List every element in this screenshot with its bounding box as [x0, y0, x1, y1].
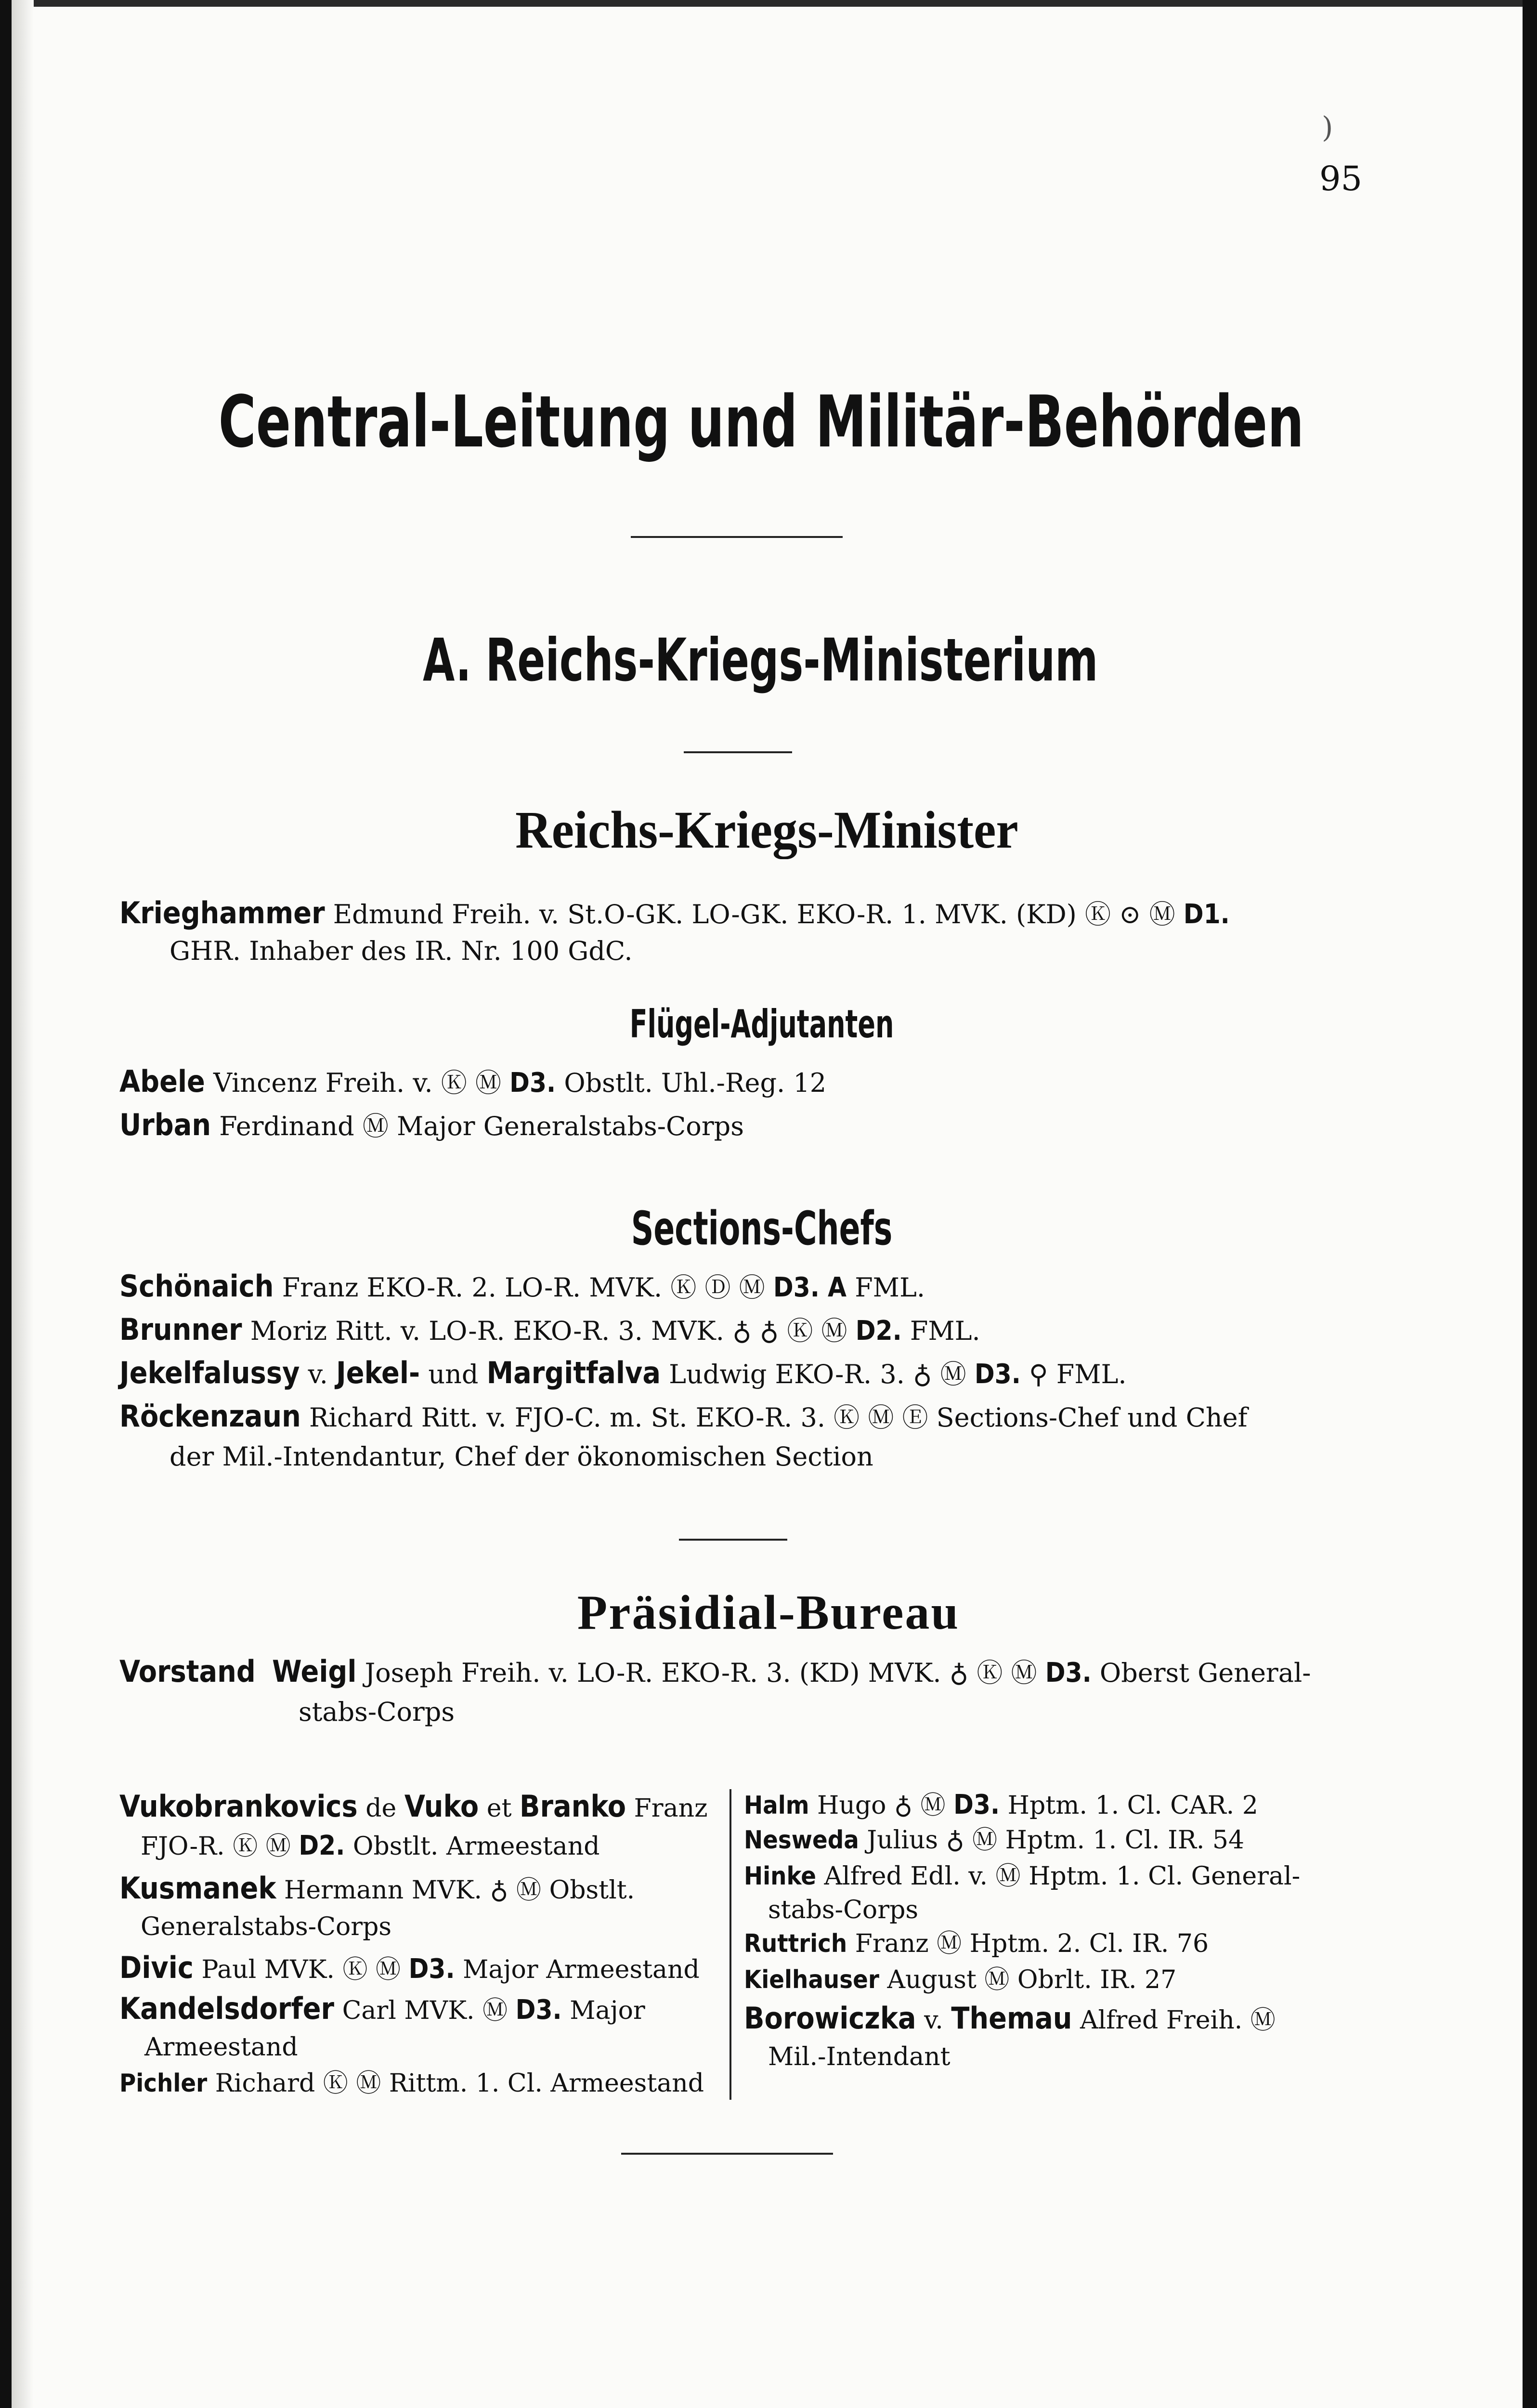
- decoration-code: A: [828, 1272, 847, 1303]
- entry-text: v.: [308, 1359, 328, 1389]
- person-name: Hinke: [744, 1862, 816, 1891]
- entry-text: FML.: [910, 1316, 980, 1346]
- minister-heading: Reichs-Kriegs-Minister: [515, 800, 1018, 859]
- scan-edge-top: [0, 0, 1537, 7]
- decoration-code: D3.: [1045, 1657, 1092, 1688]
- person-name: Vuko: [404, 1789, 479, 1824]
- entry-line: [119, 1950, 700, 1985]
- decoration-code: D3.: [974, 1359, 1021, 1390]
- person-name: Brunner: [119, 1312, 242, 1347]
- section-heading: A. Reichs-Kriegs-Ministerium: [423, 626, 1098, 694]
- page-title: Central-Leitung und Militär-Behörden: [218, 380, 1304, 463]
- person-name: Kandelsdorfer: [119, 1991, 335, 2026]
- decoration-code: D3.: [773, 1272, 820, 1303]
- entry-text: Alfred Freih. Ⓜ: [1080, 2006, 1276, 2035]
- person-name: Jekelfalussy: [119, 1355, 300, 1390]
- person-name: Weigl: [272, 1654, 357, 1689]
- person-name: Jekel-: [336, 1355, 420, 1390]
- entry-text: und: [428, 1359, 479, 1389]
- entry-continuation: stabs-Corps: [299, 1697, 455, 1727]
- entry-text: Paul MVK. Ⓚ Ⓜ: [201, 1955, 401, 1984]
- entry-text: FJO-R. Ⓚ Ⓜ: [141, 1832, 291, 1861]
- entry-continuation: Mil.-Intendant: [768, 2042, 951, 2071]
- entry-text: v.: [924, 2006, 943, 2035]
- entry-text: Obstlt. Uhl.-Reg. 12: [564, 1068, 827, 1098]
- entry-text: August Ⓜ Obrlt. IR. 27: [887, 1965, 1177, 1994]
- entry-text: Hugo ♁ Ⓜ: [817, 1791, 946, 1820]
- person-name: Urban: [119, 1107, 211, 1142]
- entry-text: Franz: [634, 1794, 708, 1823]
- person-name: Kusmanek: [119, 1871, 276, 1906]
- entry-line: [119, 1871, 635, 1906]
- person-name: Röckenzaun: [119, 1399, 301, 1434]
- entry-continuation: Armeestand: [144, 2033, 298, 2062]
- entry-continuation: stabs-Corps: [768, 1896, 919, 1924]
- entry-text: de: [365, 1794, 397, 1823]
- entry-text: Obstlt. Armeestand: [352, 1832, 600, 1861]
- pencil-mark: ): [1322, 111, 1333, 144]
- entry-text: Franz Ⓜ Hptm. 2. Cl. IR. 76: [855, 1929, 1209, 1958]
- praesidial-heading: Präsidial-Bureau: [577, 1585, 960, 1640]
- entry-line: [744, 1967, 1176, 1992]
- decoration-code: D1.: [1183, 899, 1230, 930]
- gutter-shadow: [12, 0, 34, 2408]
- entry-line: [119, 1654, 1311, 1689]
- entry-text: Edmund Freih. v. St.O-GK. LO-GK. EKO-R. 1. MVK. (KD) Ⓚ ⊙ Ⓜ: [333, 899, 1175, 929]
- adjutants-heading: Flügel-Adjutanten: [629, 1002, 894, 1047]
- entry-continuation: der Mil.-Intendantur, Chef der ökonomischen Section: [169, 1441, 873, 1472]
- sections-heading: Sections-Chefs: [631, 1202, 893, 1256]
- entry-line: [744, 2001, 1276, 2036]
- entry-text: Oberst General-: [1099, 1658, 1311, 1688]
- person-name: Ruttrich: [744, 1929, 847, 1958]
- entry-text: Ferdinand Ⓜ Major Generalstabs-Corps: [219, 1111, 744, 1141]
- minister-line: [119, 895, 1230, 930]
- page-number: 95: [1319, 159, 1363, 198]
- decoration-code: D3.: [953, 1789, 1000, 1820]
- person-name: Branko: [520, 1789, 626, 1824]
- column-divider: [729, 1789, 731, 2100]
- person-name: Schönaich: [119, 1269, 274, 1304]
- entry-text: Richard Ritt. v. FJO-C. m. St. EKO-R. 3. Ⓚ Ⓜ Ⓔ Sections-Chef und Chef: [309, 1402, 1248, 1433]
- entry-text: Hptm. 1. Cl. CAR. 2: [1007, 1791, 1258, 1820]
- entry-continuation: GHR. Inhaber des IR. Nr. 100 GdC.: [169, 936, 633, 966]
- divider-rule: [679, 1539, 787, 1541]
- entry-line: [119, 1789, 708, 1824]
- entry-line: [119, 1355, 1127, 1390]
- decoration-code: D2.: [855, 1315, 902, 1347]
- decoration-code: D3.: [509, 1067, 556, 1099]
- entry-text: Carl MVK. Ⓜ: [342, 1996, 508, 2025]
- person-name: Abele: [119, 1064, 205, 1099]
- divider-rule: [621, 2153, 833, 2155]
- entry-continuation: Generalstabs-Corps: [141, 1912, 392, 1941]
- entry-text: Moriz Ritt. v. LO-R. EKO-R. 3. MVK. ♁ ♁ Ⓚ Ⓜ: [250, 1316, 847, 1346]
- entry-text: Alfred Edl. v. Ⓜ Hptm. 1. Cl. General-: [824, 1862, 1301, 1891]
- entry-text: FML.: [855, 1272, 925, 1303]
- entry-text: Hermann MVK. ♁ Ⓜ Obstlt.: [284, 1876, 635, 1905]
- entry-line: [744, 1864, 1300, 1889]
- entry-text: ⚲ FML.: [1029, 1359, 1127, 1389]
- person-name: Themau: [951, 2001, 1072, 2036]
- entry-line: [744, 1789, 1258, 1820]
- entry-line: [119, 1399, 1248, 1434]
- entry-line: [744, 1828, 1244, 1853]
- person-name: Pichler: [119, 2069, 208, 2098]
- entry-text: Vincenz Freih. v. Ⓚ Ⓜ: [213, 1068, 501, 1098]
- person-name: Nesweda: [744, 1826, 859, 1855]
- entry-text: Julius ♁ Ⓜ Hptm. 1. Cl. IR. 54: [867, 1826, 1245, 1855]
- decoration-code: D3.: [515, 1994, 562, 2026]
- entry-line: [119, 1107, 744, 1142]
- entry-line: [119, 2071, 704, 2096]
- entry-line: [744, 1931, 1209, 1956]
- person-name: Divic: [119, 1950, 194, 1985]
- entry-line: [119, 1312, 980, 1347]
- entry-text: Joseph Freih. v. LO-R. EKO-R. 3. (KD) MVK. ♁ Ⓚ Ⓜ: [365, 1658, 1037, 1688]
- person-name: Borowiczka: [744, 2001, 916, 2036]
- entry-text: Major Armeestand: [463, 1955, 700, 1984]
- entry-text: et: [486, 1794, 512, 1823]
- entry-line: [119, 1269, 925, 1304]
- decoration-code: D2.: [299, 1830, 345, 1861]
- person-name: Margitfalva: [486, 1355, 661, 1390]
- entry-text: Major: [570, 1996, 645, 2025]
- person-name: Krieghammer: [119, 895, 325, 930]
- divider-rule: [684, 751, 792, 753]
- role-label: Vorstand: [119, 1654, 256, 1689]
- person-name: Vukobrankovics: [119, 1789, 358, 1824]
- person-name: Kielhauser: [744, 1965, 879, 1994]
- divider-rule: [631, 536, 843, 538]
- entry-text: Richard Ⓚ Ⓜ Rittm. 1. Cl. Armeestand: [215, 2069, 704, 2098]
- entry-text: Ludwig EKO-R. 3. ♁ Ⓜ: [669, 1359, 966, 1389]
- entry-line: [119, 1991, 645, 2026]
- person-name: Halm: [744, 1791, 809, 1820]
- decoration-code: D3.: [408, 1953, 455, 1985]
- scan-edge-left: [0, 0, 12, 2408]
- entry-line: [119, 1064, 827, 1099]
- entry-text: Franz EKO-R. 2. LO-R. MVK. Ⓚ Ⓓ Ⓜ: [282, 1272, 765, 1303]
- entry-continuation: [141, 1832, 600, 1859]
- scan-edge-right: [1523, 0, 1537, 2408]
